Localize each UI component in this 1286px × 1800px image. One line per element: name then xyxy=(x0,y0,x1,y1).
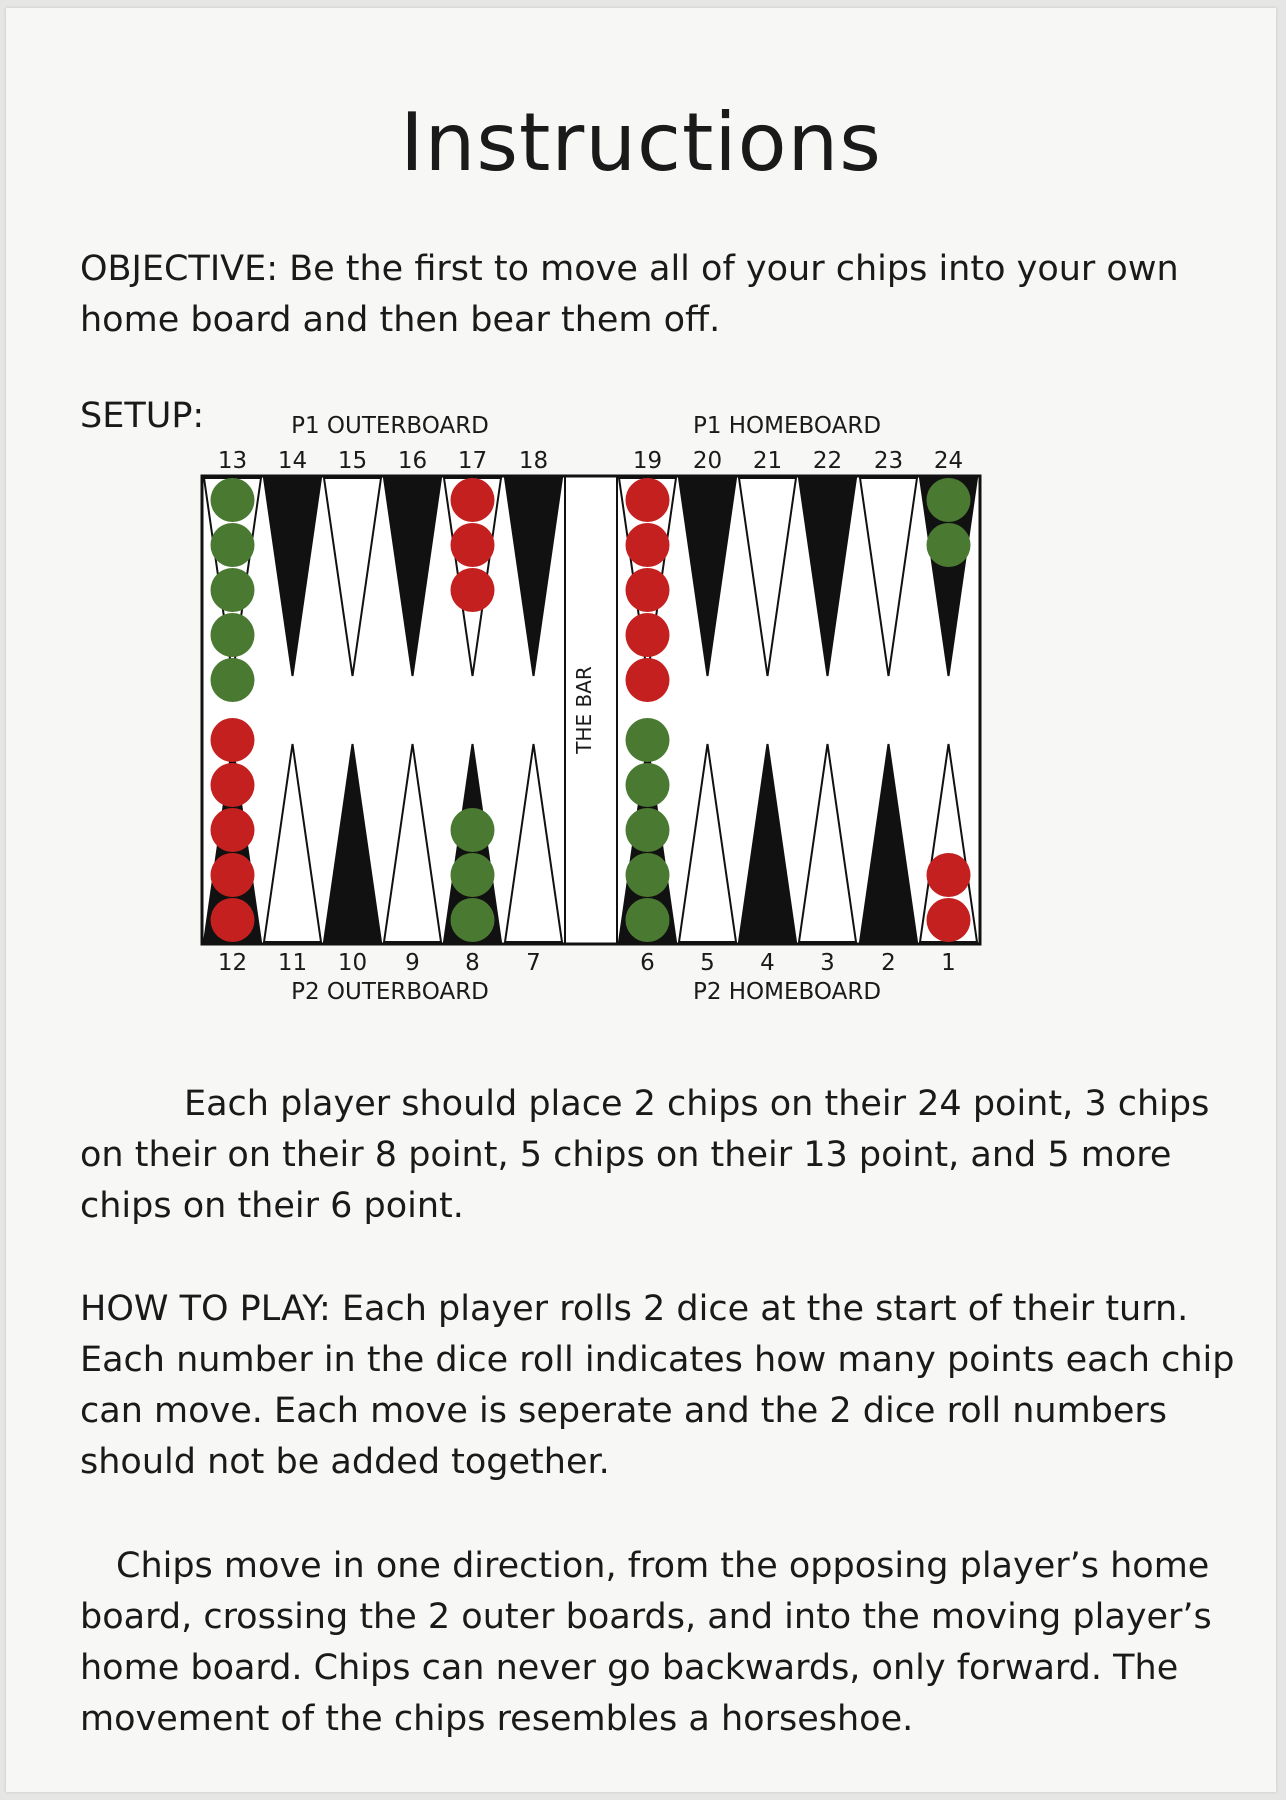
top-point-number: 13 xyxy=(217,448,248,474)
red-chip xyxy=(451,568,495,612)
p1-outerboard-label: P1 OUTERBOARD xyxy=(291,413,489,439)
green-chip xyxy=(211,658,255,702)
green-chip xyxy=(451,898,495,942)
green-chip xyxy=(211,568,255,612)
red-chip xyxy=(451,523,495,567)
top-point-number: 19 xyxy=(632,448,663,474)
red-chip xyxy=(211,808,255,852)
bottom-point-number: 10 xyxy=(337,950,368,976)
bottom-point-number: 7 xyxy=(526,950,541,976)
objective-paragraph: OBJECTIVE: Be the first to move all of your chips into your own home board and then bear them off. xyxy=(80,249,1179,340)
green-chip xyxy=(927,523,971,567)
green-chip xyxy=(626,763,670,807)
movement-paragraph: Chips move in one direction, from the opposing player’s home board, crossing the 2 outer boards, and into the moving player’s home board. Chips can never go backwards, only forward. The movement of the chips resembles a horseshoe. xyxy=(80,1546,1212,1739)
p2-outerboard-label: P2 OUTERBOARD xyxy=(291,979,489,1005)
top-point-number: 22 xyxy=(812,448,843,474)
bottom-point-number: 2 xyxy=(881,950,896,976)
top-point-number: 16 xyxy=(397,448,428,474)
green-chip xyxy=(626,898,670,942)
red-chip xyxy=(626,478,670,522)
red-chip xyxy=(451,478,495,522)
green-chip xyxy=(211,613,255,657)
bar-label: THE BAR xyxy=(572,666,596,754)
bottom-point-number: 9 xyxy=(405,950,420,976)
bottom-point-number: 5 xyxy=(700,950,715,976)
red-chip xyxy=(211,898,255,942)
top-point-number: 15 xyxy=(337,448,368,474)
p2-homeboard-label: P2 HOMEBOARD xyxy=(692,979,882,1005)
top-point-number: 23 xyxy=(873,448,904,474)
bottom-point-number: 6 xyxy=(640,950,655,976)
red-chip xyxy=(626,613,670,657)
how-to-play-paragraph: HOW TO PLAY: Each player rolls 2 dice at the start of their turn. Each number in the dice roll indicates how many points each chip can move. Each move is seperate and the 2 dice roll numbers should not be added together. xyxy=(80,1289,1235,1482)
red-chip xyxy=(211,718,255,762)
green-chip xyxy=(451,853,495,897)
red-chip xyxy=(927,898,971,942)
bottom-point-number: 12 xyxy=(217,950,248,976)
top-point-number: 17 xyxy=(457,448,488,474)
green-chip xyxy=(626,808,670,852)
green-chip xyxy=(927,478,971,522)
bottom-point-number: 4 xyxy=(760,950,775,976)
p1-homeboard-label: P1 HOMEBOARD xyxy=(692,413,882,439)
red-chip xyxy=(927,853,971,897)
green-chip xyxy=(211,478,255,522)
page-title: Instructions xyxy=(400,96,882,189)
green-chip xyxy=(626,718,670,762)
bottom-point-number: 8 xyxy=(465,950,480,976)
red-chip xyxy=(211,853,255,897)
red-chip xyxy=(211,763,255,807)
top-point-number: 14 xyxy=(277,448,308,474)
bottom-point-number: 3 xyxy=(820,950,835,976)
red-chip xyxy=(626,568,670,612)
setup-note-paragraph: Each player should place 2 chips on their 24 point, 3 chips on their on their 8 point, 5 chips on their 13 point, and 5 more chips on their 6 point. xyxy=(80,1084,1210,1226)
top-point-number: 20 xyxy=(692,448,723,474)
top-point-number: 18 xyxy=(518,448,549,474)
top-point-number: 24 xyxy=(933,448,964,474)
green-chip xyxy=(626,853,670,897)
green-chip xyxy=(451,808,495,852)
red-chip xyxy=(626,523,670,567)
bottom-point-number: 11 xyxy=(277,950,308,976)
setup-label: SETUP: xyxy=(80,396,205,436)
top-point-number: 21 xyxy=(752,448,783,474)
bottom-point-number: 1 xyxy=(941,950,956,976)
red-chip xyxy=(626,658,670,702)
green-chip xyxy=(211,523,255,567)
